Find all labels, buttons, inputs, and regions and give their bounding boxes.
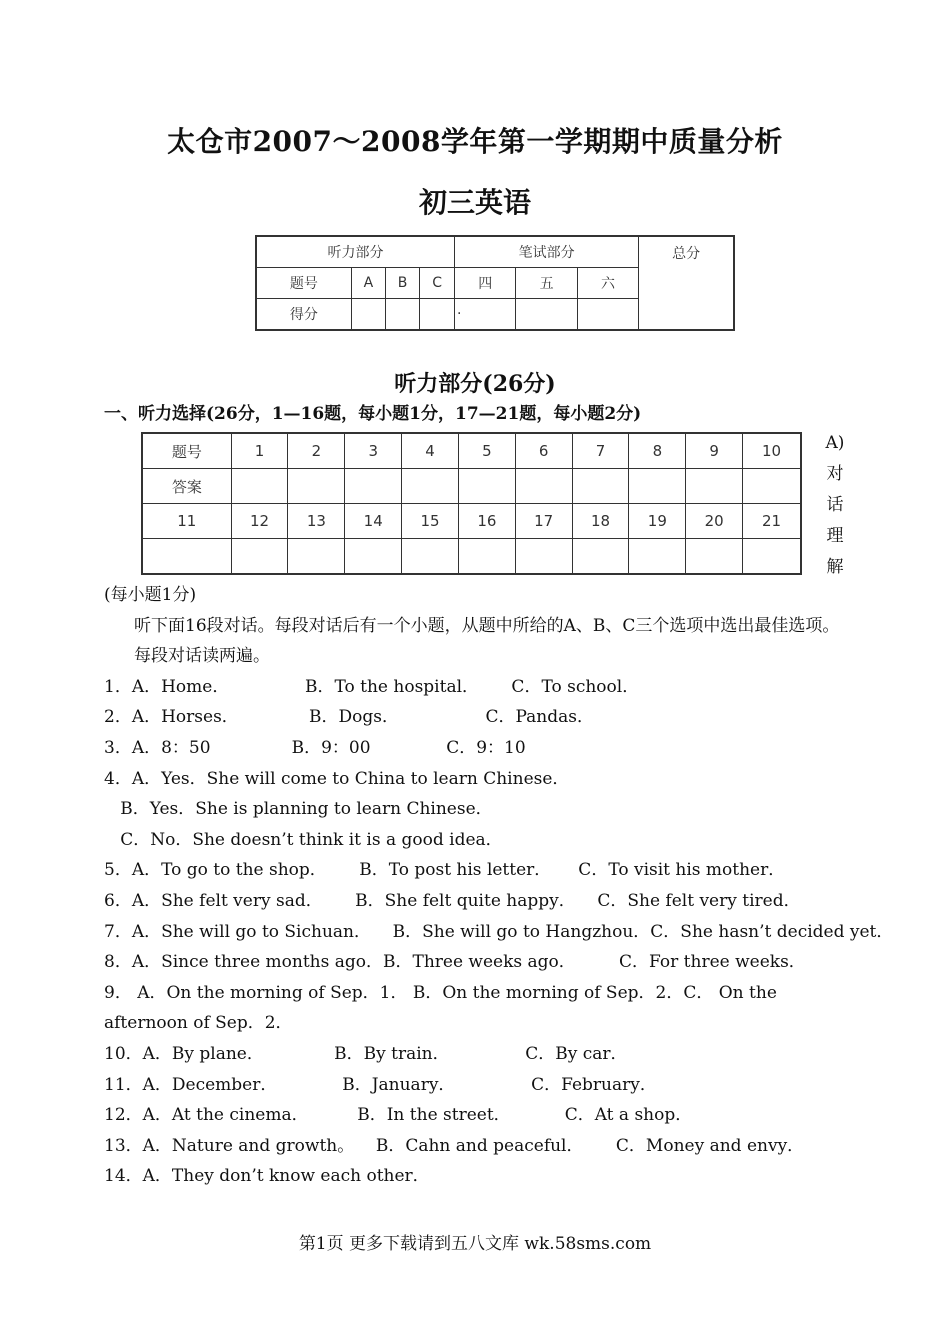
score-row-label-number: 题号 xyxy=(256,268,351,299)
score-row-label-score: 得分 xyxy=(256,299,351,331)
answer-cell xyxy=(515,469,572,504)
question-line: 2．A．Horses． B．Dogs． C．Pandas． xyxy=(104,707,594,728)
answer-cell xyxy=(402,539,459,575)
answer-cell xyxy=(288,539,345,575)
answer-cell xyxy=(142,539,231,575)
score-header-written: 笔试部分 xyxy=(455,236,639,268)
answer-cell xyxy=(345,539,402,575)
score-col-5: 五 xyxy=(516,268,577,299)
answer-cell xyxy=(515,539,572,575)
answer-cell xyxy=(572,469,629,504)
question-line: 11．A．December． B．January． C．February． xyxy=(104,1074,657,1095)
answer-cell xyxy=(345,469,402,504)
part-label-char: 理 xyxy=(826,526,844,546)
score-col-c: C xyxy=(420,268,455,299)
score-cell xyxy=(577,299,638,331)
document-title: 太仓市2007～2008学年第一学期期中质量分析 xyxy=(167,125,783,158)
question-line: 13．A．Nature and growth。 B．Cahn and peaceful． C．Money and envy． xyxy=(104,1135,805,1156)
answer-cell xyxy=(686,539,743,575)
question-line: 10．A．By plane． B．By train． C．By car． xyxy=(104,1043,628,1064)
answer-num: 5 xyxy=(458,433,515,469)
answer-num: 14 xyxy=(345,504,402,539)
part-label xyxy=(824,428,846,583)
answer-num: 11 xyxy=(142,504,231,539)
answer-cell xyxy=(572,539,629,575)
question-line: 3．A．8：50 B．9：00 C．9：10 xyxy=(104,737,526,758)
part-note: (每小题1分) xyxy=(104,585,197,605)
question-body xyxy=(104,580,894,1192)
question-line: 9． A．On the morning of Sep．1． B．On the morning of Sep．2．C． On the afternoon of Sep．2． xyxy=(104,982,777,1034)
answer-num: 21 xyxy=(743,504,801,539)
question-heading: 一、听力选择(26分，1—16题，每小题1分，17—21题，每小题2分) xyxy=(104,404,642,424)
score-cell xyxy=(385,299,419,331)
answer-num: 17 xyxy=(515,504,572,539)
answer-num: 16 xyxy=(458,504,515,539)
score-cell: · xyxy=(455,299,516,331)
score-table xyxy=(255,235,735,331)
answer-num: 20 xyxy=(686,504,743,539)
score-col-a: A xyxy=(351,268,385,299)
score-col-4: 四 xyxy=(455,268,516,299)
score-cell xyxy=(516,299,577,331)
score-col-6: 六 xyxy=(577,268,638,299)
answer-cell xyxy=(288,469,345,504)
answer-num: 13 xyxy=(288,504,345,539)
answer-label-answer: 答案 xyxy=(142,469,231,504)
part-label-char: 解 xyxy=(826,557,844,577)
answer-label-number: 题号 xyxy=(142,433,231,469)
section-title: 听力部分(26分) xyxy=(394,371,556,397)
score-cell xyxy=(420,299,455,331)
answer-num: 10 xyxy=(743,433,801,469)
answer-num: 9 xyxy=(686,433,743,469)
part-label-char: 对 xyxy=(826,464,844,484)
question-line: 12．A．At the cinema． B．In the street． C．At a shop． xyxy=(104,1105,693,1126)
question-line: 8．A．Since three months ago．B．Three weeks ago． C．For three weeks． xyxy=(104,952,806,973)
part-label-char: 话 xyxy=(826,495,844,515)
question-line: 1．A．Home． B．To the hospital． C．To school． xyxy=(104,676,640,697)
answer-cell xyxy=(686,469,743,504)
question-line: 14．A．They don’t know each other． xyxy=(104,1166,430,1187)
document-subtitle: 初三英语 xyxy=(418,186,531,219)
answer-cell xyxy=(743,469,801,504)
score-col-b: B xyxy=(385,268,419,299)
answer-cell xyxy=(458,469,515,504)
question-line: B．Yes．She is planning to learn Chinese． xyxy=(104,799,493,820)
question-line: 6．A．She felt very sad． B．She felt quite happy． C．She felt very tired． xyxy=(104,890,801,911)
answer-num: 3 xyxy=(345,433,402,469)
answer-cell xyxy=(402,469,459,504)
answer-cell xyxy=(458,539,515,575)
answer-cell xyxy=(743,539,801,575)
question-line: C．No．She doesn’t think it is a good idea． xyxy=(104,829,503,850)
answer-num: 19 xyxy=(629,504,686,539)
answer-num: 15 xyxy=(402,504,459,539)
answer-table xyxy=(141,432,802,575)
score-header-total: 总分 xyxy=(639,236,734,330)
question-line: 4．A．Yes．She will come to China to learn Chinese． xyxy=(104,768,570,789)
page-footer: 第1页 更多下载请到五八文库 wk.58sms.com xyxy=(298,1234,652,1254)
answer-num: 12 xyxy=(231,504,288,539)
answer-num: 1 xyxy=(231,433,288,469)
question-line: 7．A．She will go to Sichuan． B．She will go to Hangzhou．C．She hasn’t decided yet． xyxy=(104,921,894,942)
answer-cell xyxy=(231,469,288,504)
answer-num: 7 xyxy=(572,433,629,469)
answer-cell xyxy=(629,469,686,504)
answer-num: 8 xyxy=(629,433,686,469)
answer-num: 2 xyxy=(288,433,345,469)
answer-cell xyxy=(629,539,686,575)
question-line: 5．A．To go to the shop． B．To post his letter． C．To visit his mother． xyxy=(104,860,786,881)
answer-num: 6 xyxy=(515,433,572,469)
instructions: 听下面16段对话。每段对话后有一个小题，从题中所给的A、B、C三个选项中选出最佳选项。每段对话读两遍。 xyxy=(134,615,840,667)
answer-num: 4 xyxy=(402,433,459,469)
part-label-char: A) xyxy=(825,433,845,453)
score-cell xyxy=(351,299,385,331)
score-header-listening: 听力部分 xyxy=(256,236,455,268)
answer-cell xyxy=(231,539,288,575)
answer-num: 18 xyxy=(572,504,629,539)
